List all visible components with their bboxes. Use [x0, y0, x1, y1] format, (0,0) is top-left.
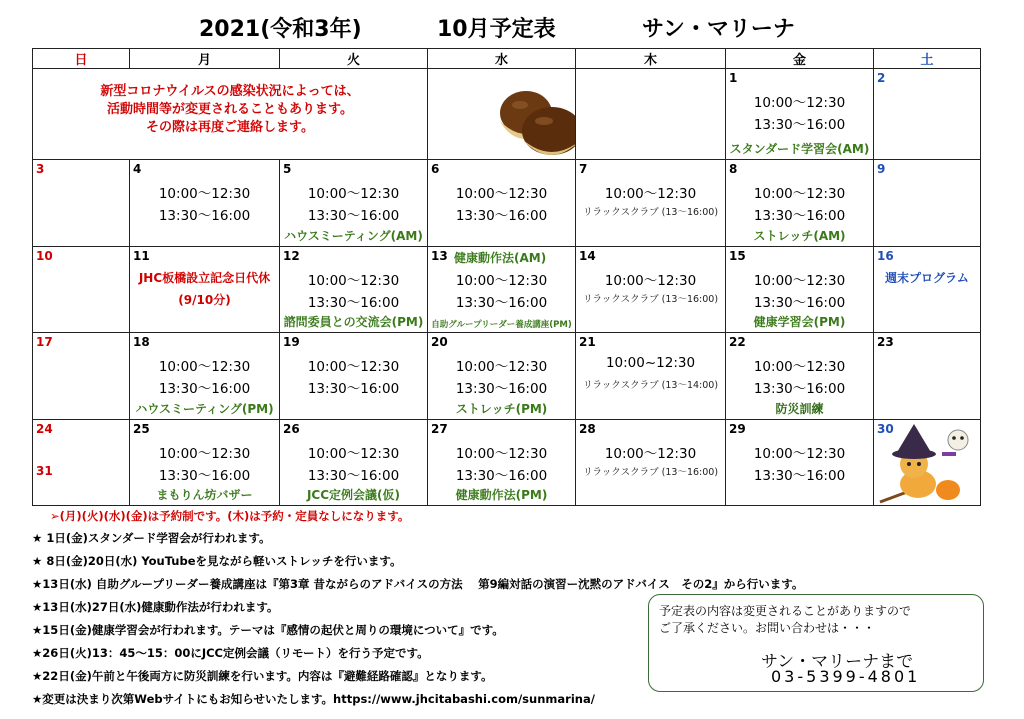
week-row [33, 160, 981, 246]
reservation-note: ➢(月)(火)(水)(金)は予約制です。(木)は予約・定員なしになります。 [50, 509, 410, 523]
time-pm: 13:30～16:00 [753, 467, 846, 484]
week-row [33, 69, 981, 160]
time-am: 10:00～12:30 [455, 359, 548, 376]
day-number: 20 [431, 335, 448, 350]
contact-message-line: 予定表の内容は変更されることがありますので [659, 604, 912, 618]
notice-line: 活動時間等が変更されることもあります。 [107, 102, 353, 118]
day-cell [280, 419, 428, 505]
day-number: 9 [877, 162, 886, 177]
day-number: 12 [283, 248, 300, 263]
day-cell [874, 333, 981, 419]
day-cell [428, 419, 576, 505]
day-number: 18 [133, 335, 150, 350]
day-number: 22 [729, 335, 746, 350]
day-cell [33, 246, 130, 332]
day-cell [130, 246, 280, 332]
day-number: 27 [431, 421, 448, 436]
weekday-wed: 水 [428, 49, 576, 69]
contact-name: サン・マリーナまで [761, 652, 914, 672]
day-cell [33, 419, 130, 505]
day-cell [130, 333, 280, 419]
contact-box [648, 594, 984, 692]
time-am: 10:00～12:30 [604, 186, 697, 203]
event-note: スタンダード学習会(AM) [729, 142, 870, 157]
week-row [33, 246, 981, 332]
day-cell [726, 246, 874, 332]
time-am: 10:00～12:30 [158, 186, 251, 203]
time-pm: 13:30～16:00 [455, 294, 548, 311]
event-note: 防災訓練 [775, 401, 824, 416]
day-number: 19 [283, 335, 300, 350]
weekday-sat: 土 [874, 49, 981, 69]
time-pm: 13:30～16:00 [307, 381, 400, 398]
note-line: ★ 8日(金)20日(水) YouTubeを見ながら軽いストレッチを行います。 [32, 554, 402, 568]
halloween-illustration [874, 420, 980, 506]
day-cell [726, 69, 874, 160]
day-number: 25 [133, 421, 150, 436]
event-note: ハウスミーティング(AM) [284, 228, 423, 243]
event-head: 健康動作法(AM) [454, 250, 547, 265]
relax-club: リラックスクラブ (13～14:00) [582, 380, 719, 392]
day-cell [726, 333, 874, 419]
weekday-header [33, 49, 981, 69]
time-pm: 13:30～16:00 [307, 294, 400, 311]
title-bar [0, 12, 1024, 44]
day-cell [130, 419, 280, 505]
title-year: 2021(令和3年) [199, 17, 362, 42]
day-number: 24 [36, 421, 53, 436]
time-pm: 13:30～16:00 [753, 117, 846, 134]
event-note: ハウスミーティング(PM) [135, 401, 274, 416]
day-number: 2 [877, 71, 886, 86]
time-am: 10:00～12:30 [158, 359, 251, 376]
day-number: 3 [36, 162, 45, 177]
notice-cell [33, 69, 428, 160]
day-number: 14 [579, 248, 596, 263]
day-number: 4 [133, 162, 142, 177]
event-note: まもりん坊バザー [156, 488, 253, 502]
day-number: 31 [36, 463, 53, 478]
event-note: JCC定例会議(仮) [306, 488, 401, 502]
time-pm: 13:30～16:00 [307, 208, 400, 225]
time-am: 10:00～12:30 [307, 445, 400, 462]
day-number: 10 [36, 248, 53, 263]
day-cell [726, 160, 874, 246]
chestnut-cell [428, 69, 576, 160]
day-number: 5 [283, 162, 292, 177]
day-number: 26 [283, 421, 300, 436]
time-pm: 13:30～16:00 [753, 294, 846, 311]
note-line: ★22日(金)午前と午後両方に防災訓練を行います。内容は『避難経路確認』となります。 [32, 669, 493, 683]
day-cell [576, 246, 726, 332]
time-pm: 13:30～16:00 [455, 381, 548, 398]
covid-notice [33, 83, 427, 137]
time-am: 10:00～12:30 [455, 445, 548, 462]
day-number: 16 [877, 248, 894, 263]
weekend-program: 週末プログラム [885, 270, 969, 285]
time-am: 10:00～12:30 [455, 186, 548, 203]
weekday-sun: 日 [33, 49, 130, 69]
relax-club: リラックスクラブ (13～16:00) [582, 293, 719, 305]
event-note: 健康動作法(PM) [455, 488, 548, 502]
time-pm: 13:30～16:00 [753, 381, 846, 398]
day-cell [726, 419, 874, 505]
day-number: 6 [431, 162, 440, 177]
notice-line: その際は再度ご連絡します。 [146, 120, 314, 136]
weekday-mon: 月 [130, 49, 280, 69]
title-month: 10月予定表 [437, 17, 556, 42]
day-cell [874, 419, 981, 505]
time-am: 10:00～12:30 [307, 186, 400, 203]
time-am: 10:00～12:30 [753, 445, 846, 462]
weekday-fri: 金 [726, 49, 874, 69]
notice-line: 新型コロナウイルスの感染状況によっては、 [100, 84, 360, 100]
time-am: 10:00～12:30 [158, 445, 251, 462]
event-note: ストレッチ(AM) [753, 228, 846, 243]
contact-message-line: ご了承ください。お問い合わせは・・・ [659, 621, 876, 635]
time-am: 10:00～12:30 [455, 272, 548, 289]
time-pm: 13:30～16:00 [455, 467, 548, 484]
day-number: 28 [579, 421, 596, 436]
time-pm: 13:30～16:00 [455, 208, 548, 225]
time-am: 10:00～12:30 [604, 272, 697, 289]
day-number: 30 [877, 421, 894, 436]
time-am: 10:00～12:30 [753, 186, 846, 203]
day-cell [280, 333, 428, 419]
time-am: 10:00～12:30 [307, 272, 400, 289]
day-number: 13 [431, 248, 448, 263]
day-cell [576, 333, 726, 419]
relax-club: リラックスクラブ (13～16:00) [582, 207, 719, 219]
time-am: 10:00～12:30 [753, 95, 846, 112]
day-cell-empty [576, 69, 726, 160]
day-number: 11 [133, 248, 150, 263]
day-number: 1 [729, 71, 738, 86]
note-line: ★13日(水) 自助グループリーダー養成講座は『第3章 昔ながらのアドバイスの方法 第9編対話の演習ー沈黙のアドバイス その2』から行います。 [32, 577, 804, 591]
calendar-table [32, 48, 981, 506]
week-row [33, 333, 981, 419]
time-pm: 13:30～16:00 [158, 467, 251, 484]
event-note: ストレッチ(PM) [455, 401, 548, 416]
event-note: 諮問委員との交流会(PM) [283, 315, 424, 330]
contact-message [659, 603, 911, 637]
day-cell [874, 246, 981, 332]
weekday-thu: 木 [576, 49, 726, 69]
weekday-tue: 火 [280, 49, 428, 69]
week-row [33, 419, 981, 505]
event-note: 自助グループリーダー養成講座(PM) [431, 320, 572, 331]
note-line: ★26日(火)13：45～15：00にJCC定例会議（リモート）を行う予定です。 [32, 646, 429, 660]
day-number: 23 [877, 335, 894, 350]
time-am: 10:00～12:30 [604, 445, 697, 462]
time-am: 10:00~12:30 [605, 355, 696, 372]
day-cell [33, 160, 130, 246]
relax-club: リラックスクラブ (13～16:00) [582, 466, 719, 478]
day-cell [130, 160, 280, 246]
day-cell [576, 419, 726, 505]
day-cell [33, 333, 130, 419]
day-cell [428, 160, 576, 246]
day-number: 8 [729, 162, 738, 177]
time-pm: 13:30～16:00 [753, 208, 846, 225]
note-line: ★変更は決まり次第Webサイトにもお知らせいたします。https://www.jhcitabashi.com/sunmarina/ [32, 692, 595, 706]
day-number: 21 [579, 335, 596, 350]
time-am: 10:00～12:30 [753, 359, 846, 376]
holiday-sub: (9/10分) [178, 292, 231, 307]
day-cell [428, 246, 576, 332]
day-cell [874, 69, 981, 160]
day-number: 7 [579, 162, 588, 177]
note-line: ★13日(水)27日(水)健康動作法が行われます。 [32, 600, 279, 614]
day-cell [428, 333, 576, 419]
day-cell [280, 160, 428, 246]
day-number: 15 [729, 248, 746, 263]
event-note: 健康学習会(PM) [753, 315, 846, 330]
time-pm: 13:30～16:00 [158, 208, 251, 225]
time-pm: 13:30～16:00 [307, 467, 400, 484]
day-cell [874, 160, 981, 246]
chestnut-illustration [428, 69, 576, 155]
holiday-label: JHC板橋設立記念日代休 [138, 270, 271, 285]
day-cell [280, 246, 428, 332]
note-line: ★ 1日(金)スタンダード学習会が行われます。 [32, 531, 271, 545]
contact-phone: 03-5399-4801 [771, 667, 921, 686]
time-am: 10:00～12:30 [307, 359, 400, 376]
time-pm: 13:30～16:00 [158, 381, 251, 398]
day-cell [576, 160, 726, 246]
time-am: 10:00～12:30 [753, 272, 846, 289]
day-number: 17 [36, 335, 53, 350]
note-line: ★15日(金)健康学習会が行われます。テーマは『感情の起伏と周りの環境について』です。 [32, 623, 504, 637]
title-org: サン・マリーナ [642, 17, 795, 42]
day-number: 29 [729, 421, 746, 436]
